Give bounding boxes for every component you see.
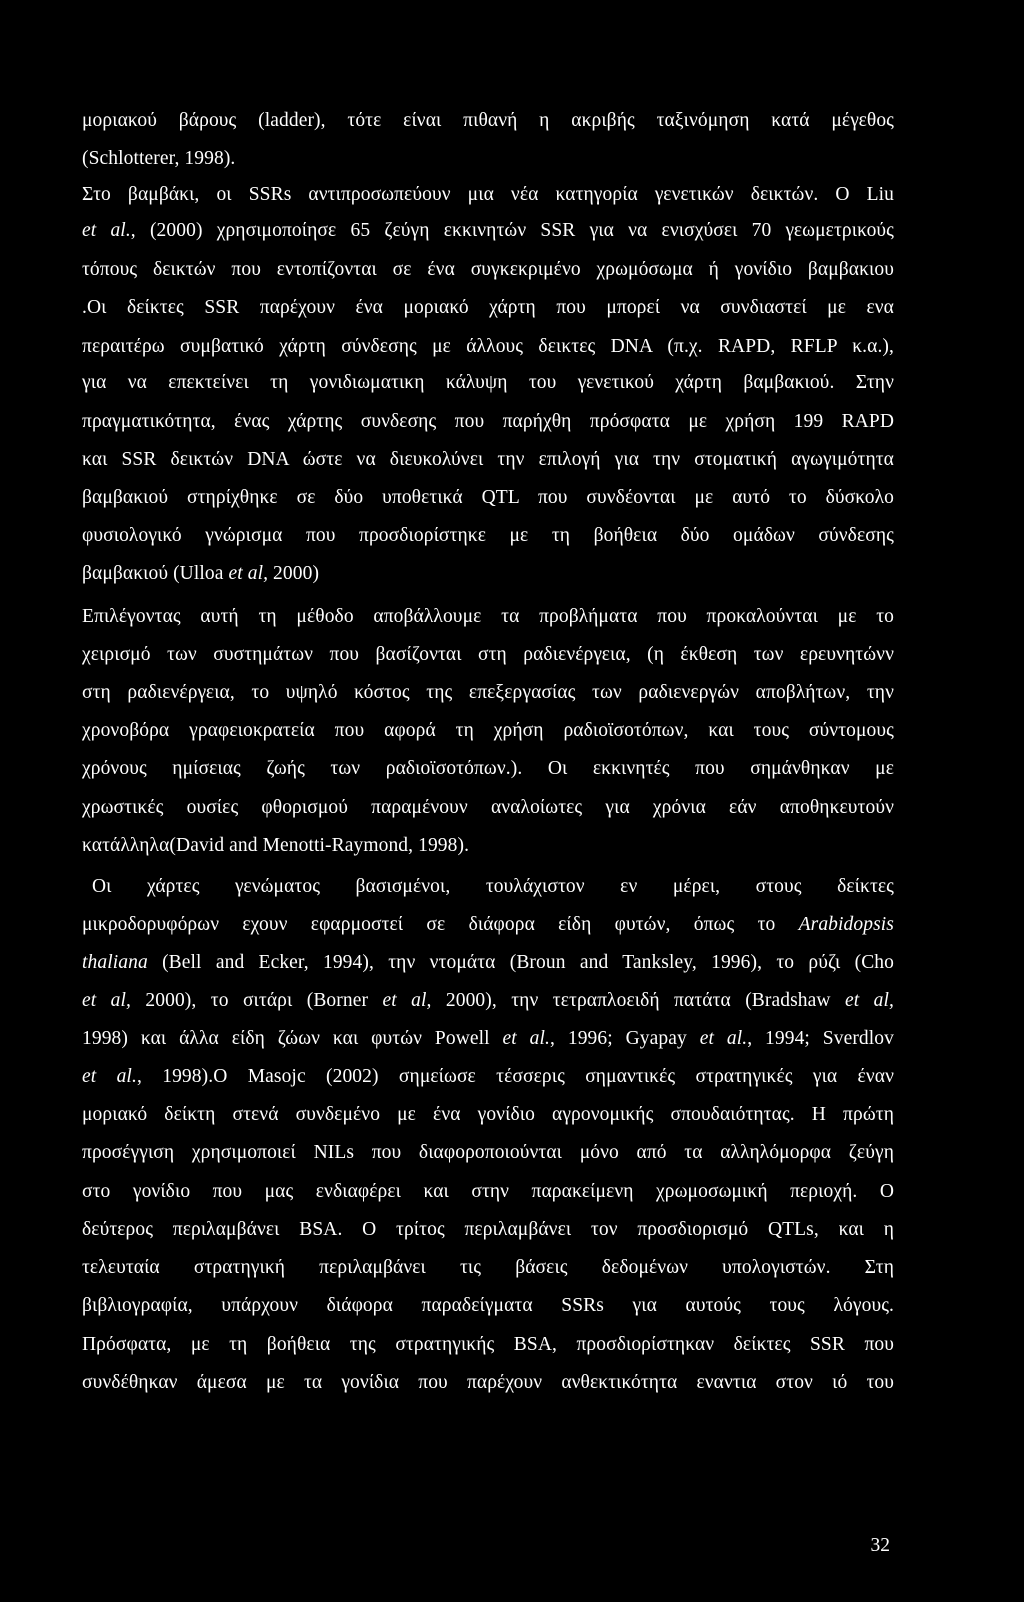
text-line bbox=[82, 1103, 894, 1127]
text-line bbox=[82, 951, 894, 975]
text-span: μικροδορυφόρων εχουν εφαρμοστεί σε διάφορα είδη φυτών, όπως το bbox=[82, 914, 799, 935]
italic-text: et al. bbox=[502, 1028, 551, 1049]
text-span: δεύτερος περιλαμβάνει BSA. Ο τρίτος περιλαμβάνει τον προσδιορισμό QTLs, και η bbox=[82, 1219, 894, 1240]
text-line bbox=[82, 109, 894, 133]
text-span: Πρόσφατα, με τη βοήθεια της στρατηγικής BSA, προσδιορίστηκαν δείκτες SSR που bbox=[82, 1334, 894, 1355]
text-line bbox=[82, 371, 894, 395]
text-line bbox=[82, 1180, 894, 1204]
text-line bbox=[92, 875, 894, 899]
text-span: Στο βαμβάκι, οι SSRs αντιπροσωπεύουν μια νέα κατηγορία γενετικών δεικτών. O Liu bbox=[82, 184, 894, 205]
text-line bbox=[82, 147, 894, 171]
text-span: , 1994; Sverdlov bbox=[747, 1028, 894, 1049]
text-span: συνδέθηκαν άμεσα με τα γονίδια που παρέχουν ανθεκτικότητα εναντια στον ιό του bbox=[82, 1372, 894, 1393]
text-line bbox=[82, 258, 894, 282]
text-span: για να επεκτείνει τη γονιδιωματικη κάλυψη του γενετικού χάρτη βαμβακιού. Στην bbox=[82, 372, 894, 393]
page-number: 32 bbox=[870, 1535, 890, 1556]
text-span: 2000) bbox=[268, 563, 320, 584]
text-line bbox=[82, 1294, 894, 1318]
text-span: προσέγγιση χρησιμοποιεί NILs που διαφοροποιούνται μόνο από τα αλληλόμορφα ζεύγη bbox=[82, 1142, 894, 1163]
text-line bbox=[82, 1027, 894, 1051]
text-span: μοριακού βάρους (ladder), τότε είναι πιθανή η ακριβής ταξινόμηση κατά μέγεθος bbox=[82, 110, 894, 131]
text-line bbox=[82, 1333, 894, 1357]
text-line bbox=[82, 757, 894, 781]
text-line bbox=[82, 834, 894, 858]
text-span: 2000), την τετραπλοειδή πατάτα (Bradshaw bbox=[431, 990, 845, 1011]
italic-text: et al. bbox=[82, 1066, 137, 1087]
text-span: Επιλέγοντας αυτή τη μέθοδο αποβάλλουμε τα προβλήματα που προκαλούνται με το bbox=[82, 606, 894, 627]
text-line bbox=[82, 219, 894, 243]
text-line bbox=[82, 605, 894, 629]
text-span: περαιτέρω συμβατικό χάρτη σύνδεσης με άλλους δεικτες DNA (π.χ. RAPD, RFLP κ.α.), bbox=[82, 336, 894, 357]
text-line bbox=[82, 1256, 894, 1280]
text-line bbox=[82, 1371, 894, 1395]
italic-text: et al, bbox=[382, 990, 432, 1011]
text-span: κατάλληλα(David and Menotti-Raymond, 1998). bbox=[82, 835, 470, 856]
text-span: (Schlotterer, 1998). bbox=[82, 148, 236, 169]
italic-text: Arabidopsis bbox=[798, 914, 894, 935]
italic-text: et al, bbox=[82, 990, 132, 1011]
text-line bbox=[82, 989, 894, 1013]
text-line bbox=[82, 796, 894, 820]
text-span: πραγματικότητα, ένας χάρτης συνδεσης που παρήχθη πρόσφατα με χρήση 199 RAPD bbox=[82, 411, 894, 432]
text-span: , 1998).Ο Masojc (2002) σημείωσε τέσσερις σημαντικές στρατηγικές για έναν bbox=[136, 1066, 895, 1087]
text-span: βιβλιογραφία, υπάρχουν διάφορα παραδείγματα SSRs για αυτούς τους λόγους. bbox=[82, 1295, 894, 1316]
text-span: και SSR δεικτών DNA ώστε να διευκολύνει την επιλογή για την στοματική αγωγιμότητα bbox=[82, 449, 894, 470]
text-line bbox=[82, 562, 894, 586]
text-line bbox=[82, 296, 894, 320]
italic-text: thaliana bbox=[82, 952, 148, 973]
text-span: (Bell and Ecker, 1994), την ντομάτα (Broun and Tanksley, 1996), το ρύζι (Cho bbox=[147, 952, 894, 973]
text-span: τελευταία στρατηγική περιλαμβάνει τις βάσεις δεδομένων υπολογιστών. Στη bbox=[82, 1257, 894, 1278]
text-line bbox=[82, 1065, 894, 1089]
text-span: χρόνους ημίσειας ζωής των ραδιοϊσοτόπων.). Οι εκκινητές που σημάνθηκαν με bbox=[82, 758, 894, 779]
text-line bbox=[82, 486, 894, 510]
text-span: στο γονίδιο που μας ενδιαφέρει και στην παρακείμενη χρωμοσωμική περιοχή. Ο bbox=[82, 1181, 894, 1202]
text-line bbox=[82, 643, 894, 667]
text-line bbox=[82, 448, 894, 472]
text-span: φυσιολογικό γνώρισμα που προσδιορίστηκε με τη βοήθεια δύο ομάδων σύνδεσης bbox=[82, 525, 894, 546]
text-span: μοριακό δείκτη στενά συνδεμένο με ένα γονίδιο αγρονομικής σπουδαιότητας. Η πρώτη bbox=[82, 1104, 894, 1125]
text-span: .Οι δείκτες SSR παρέχουν ένα μοριακό χάρτη που μπορεί να συνδιαστεί με ενα bbox=[82, 297, 894, 318]
text-line bbox=[82, 1218, 894, 1242]
italic-text: et al, bbox=[228, 563, 269, 584]
italic-text: et al. bbox=[699, 1028, 748, 1049]
text-line bbox=[82, 335, 894, 359]
text-line bbox=[82, 681, 894, 705]
text-span: χρωστικές ουσίες φθορισμού παραμένουν αναλοίωτες για χρόνια εάν αποθηκευτούν bbox=[82, 797, 894, 818]
text-span: 2000), το σιτάρι (Borner bbox=[131, 990, 383, 1011]
text-line bbox=[82, 524, 894, 548]
italic-text: et al, bbox=[844, 990, 894, 1011]
text-line bbox=[82, 183, 894, 207]
text-span: τόπους δεικτών που εντοπίζονται σε ένα συγκεκριμένο χρωμόσωμα ή γονίδιο βαμβακιου bbox=[82, 259, 894, 280]
text-span: χειρισμό των συστημάτων που βασίζονται στη ραδιενέργεια, (η έκθεση των ερευνητώνν bbox=[82, 644, 894, 665]
text-span: , 1996; Gyapay bbox=[550, 1028, 700, 1049]
text-line bbox=[82, 913, 894, 937]
text-line bbox=[82, 1141, 894, 1165]
text-span: , (2000) χρησιμοποίησε 65 ζεύγη εκκινητών SSR για να ενισχύσει 70 γεωμετρικούς bbox=[130, 220, 894, 241]
text-span: Οι χάρτες γενώματος βασισμένοι, τουλάχιστον εν μέρει, στους δείκτες bbox=[92, 876, 894, 897]
text-span: βαμβακιού (Ulloa bbox=[82, 563, 229, 584]
text-span: βαμβακιού στηρίχθηκε σε δύο υποθετικά QTL που συνδέονται με αυτό το δύσκολο bbox=[82, 487, 894, 508]
text-span: στη ραδιενέργεια, το υψηλό κόστος της επεξεργασίας των ραδιενεργών αποβλήτων, την bbox=[82, 682, 894, 703]
text-span: 1998) και άλλα είδη ζώων και φυτών Powell bbox=[82, 1028, 503, 1049]
text-span: χρονοβόρα γραφειοκρατεία που αφορά τη χρήση ραδιοϊσοτόπων, και τους σύντομους bbox=[82, 720, 894, 741]
italic-text: et al. bbox=[82, 220, 131, 241]
text-line bbox=[82, 719, 894, 743]
text-line bbox=[82, 410, 894, 434]
